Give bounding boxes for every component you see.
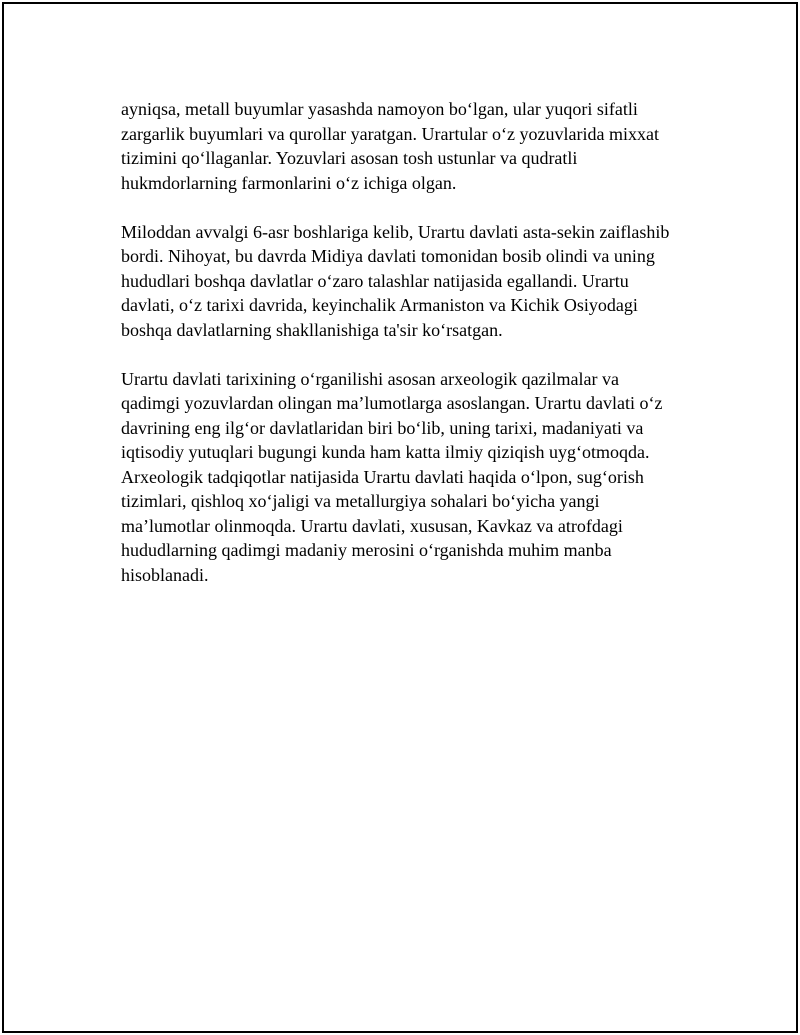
- text-line: davrining eng ilg‘or davlatlaridan biri bo‘lib, uning tarixi, madaniyati va: [121, 417, 644, 438]
- text-line: Arxeologik tadqiqotlar natijasida Urartu davlati haqida o‘lpon, sug‘orish: [121, 466, 644, 487]
- text-line: iqtisodiy yutuqlari bugungi kunda ham katta ilmiy qiziqish uyg‘otmoqda.: [121, 442, 650, 462]
- text-line: hukmdorlarning farmonlarini o‘z ichiga olgan.: [121, 172, 457, 193]
- page-frame: [2, 2, 798, 1033]
- paragraph-spacer: [121, 342, 701, 367]
- paragraph-2: [121, 220, 701, 343]
- text-line: boshqa davlatlarning shakllanishiga ta'sir ko‘rsatgan.: [121, 319, 503, 340]
- document-body: [121, 97, 701, 587]
- paragraph-1: [121, 97, 701, 195]
- text-line: hisoblanadi.: [121, 564, 209, 585]
- text-line: Urartu davlati tarixining o‘rganilishi asosan arxeologik qazilmalar va: [121, 368, 620, 389]
- text-line: tizimlari, qishloq xo‘jaligi va metallurgiya sohalari bo‘yicha yangi: [121, 491, 600, 511]
- text-line: qadimgi yozuvlardan olingan ma’lumotlarga asoslangan. Urartu davlati o‘z: [121, 393, 663, 413]
- text-line: bordi. Nihoyat, bu davrda Midiya davlati tomonidan bosib olindi va uning: [121, 246, 655, 266]
- text-line: hududlari boshqa davlatlar o‘zaro talashlar natijasida egallandi. Urartu: [121, 270, 629, 291]
- paragraph-spacer: [121, 195, 701, 220]
- text-line: ma’lumotlar olinmoqda. Urartu davlati, xususan, Kavkaz va atrofdagi: [121, 515, 623, 536]
- text-line: tizimini qo‘llaganlar. Yozuvlari asosan tosh ustunlar va qudratli: [121, 148, 578, 168]
- text-line: zargarlik buyumlari va qurollar yaratgan. Urartular o‘z yozuvlarida mixxat: [121, 123, 659, 144]
- text-line: ayniqsa, metall buyumlar yasashda namoyon bo‘lgan, ular yuqori sifatli: [121, 99, 638, 119]
- text-line: hududlarning qadimgi madaniy merosini o‘rganishda muhim manba: [121, 540, 612, 560]
- paragraph-3: [121, 367, 701, 588]
- text-line: davlati, o‘z tarixi davrida, keyinchalik Armaniston va Kichik Osiyodagi: [121, 295, 638, 315]
- text-line: Miloddan avvalgi 6-asr boshlariga kelib, Urartu davlati asta-sekin zaiflashib: [121, 221, 670, 242]
